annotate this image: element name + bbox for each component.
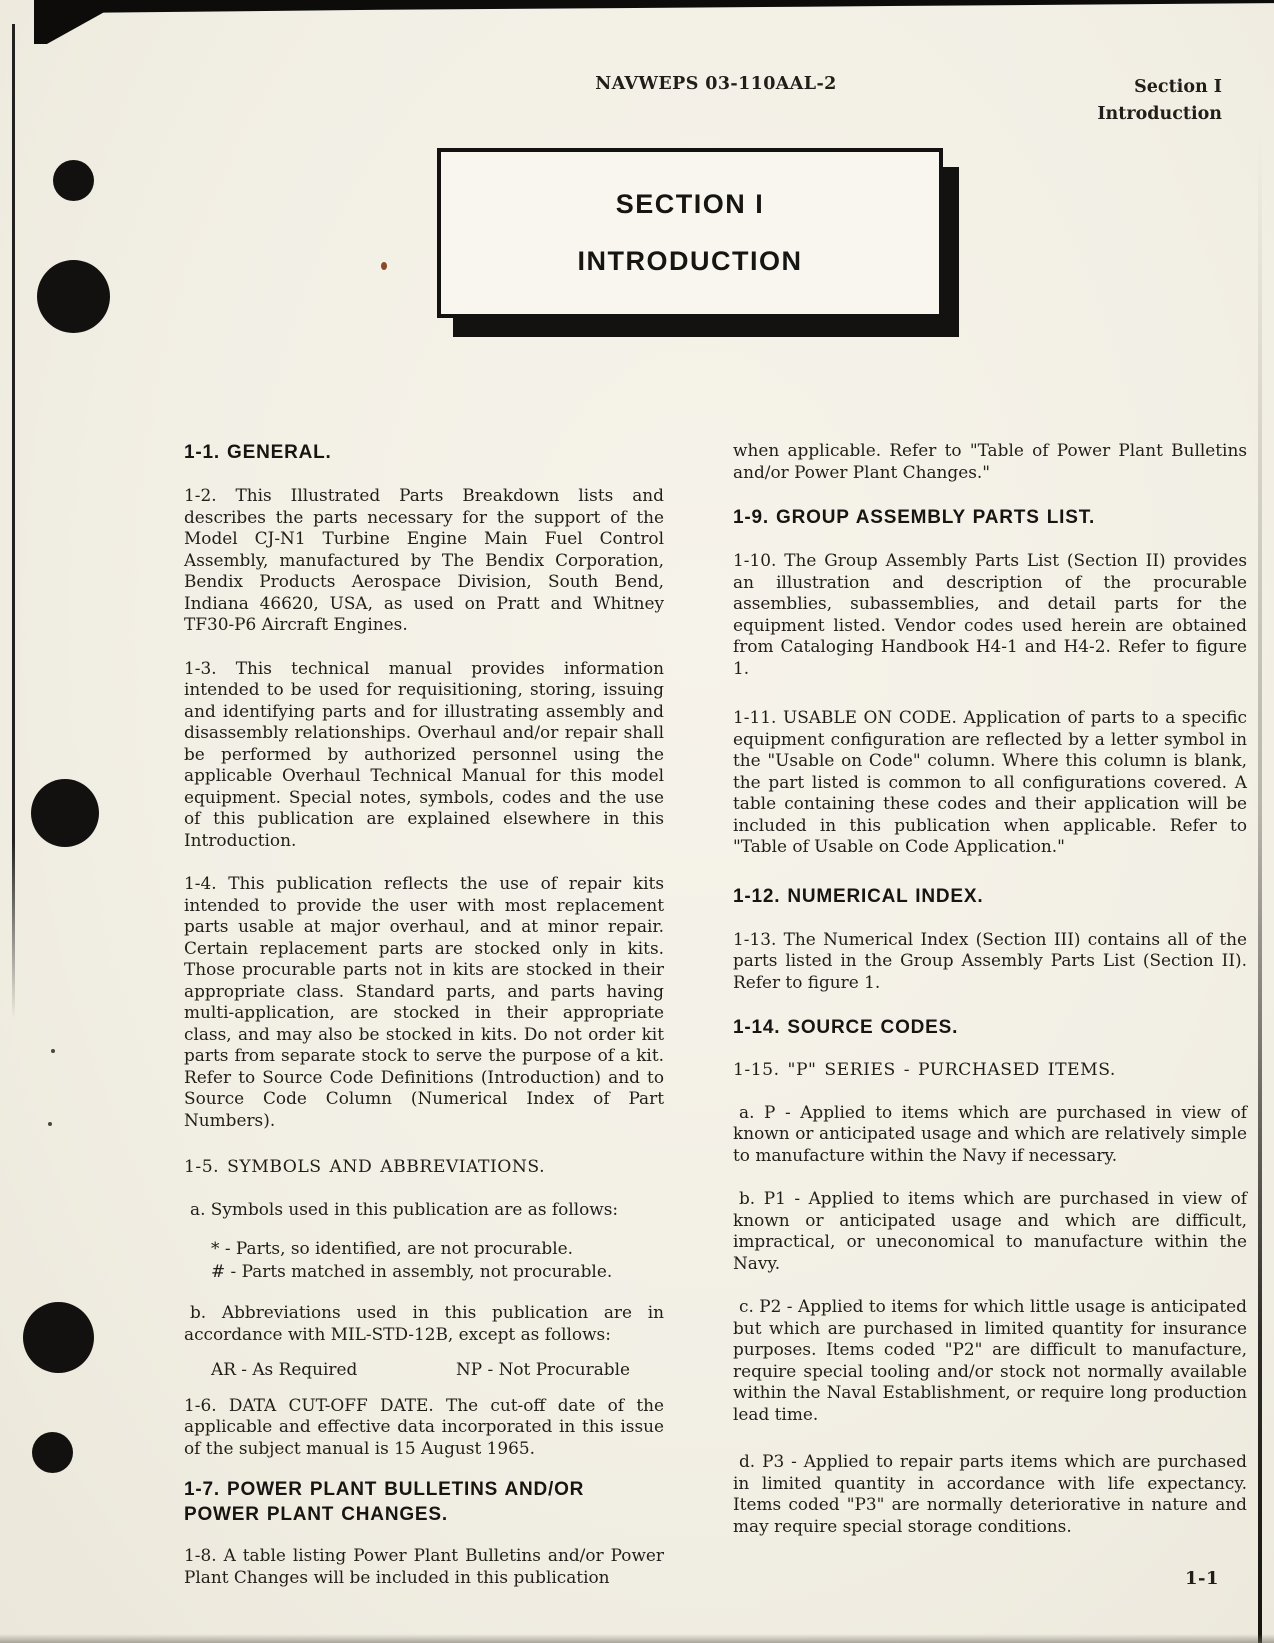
binder-hole-mark <box>53 160 94 201</box>
doc-number: NAVWEPS 03-110AAL-2 <box>595 74 837 94</box>
abbreviations-row <box>184 1359 664 1381</box>
binder-hole-mark <box>23 1302 94 1373</box>
para-symbols-intro: a. Symbols used in this publication are as follows: <box>190 1198 619 1219</box>
section-title-line2: INTRODUCTION <box>577 246 803 276</box>
para-1-3: 1-3. This technical manual provides information intended to be used for requisitioning, storing, issuing and identifying parts and for illustrating assembly and disassembly relationships. Overhaul and/or repair shall be performed by authorized personnel using the applicable Overhaul Technical Manual for this model equipment. Special notes, symbols, codes and the use of this publication are explained elsewhere in this Introduction. <box>184 657 664 850</box>
para-1-8-continued: when applicable. Refer to "Table of Power Plant Bulletins and/or Power Plant Changes." <box>733 440 1247 482</box>
scan-bottom-edge <box>0 1634 1274 1643</box>
heading-source-codes: 1-14. SOURCE CODES. <box>733 1017 959 1038</box>
heading-group-assembly-parts-list: 1-9. GROUP ASSEMBLY PARTS LIST. <box>733 507 1096 528</box>
scan-left-edge-line <box>12 24 15 1019</box>
scan-speck <box>48 1122 52 1126</box>
para-source-code-p3: d. P3 - Applied to repair parts items which are purchased in limited quantity in accordance with life expectancy. Items coded "P3" are normally deteriorative in nature and may require special storage conditions. <box>733 1451 1247 1536</box>
left-column <box>184 440 664 1588</box>
abbrev-ar: AR - As Required <box>211 1359 358 1379</box>
heading-power-plant-bulletins: 1-7. POWER PLANT BULLETINS AND/OR POWER PLANT CHANGES. <box>184 1479 585 1525</box>
page-number: 1-1 <box>1185 1568 1220 1589</box>
heading-p-series: 1-15. "P" SERIES - PURCHASED ITEMS. <box>733 1060 1116 1080</box>
section-sublabel: Introduction <box>1097 104 1222 124</box>
para-1-6: 1-6. DATA CUT-OFF DATE. The cut-off date of the applicable and effective data incorporated in this issue of the subject manual is 15 August 1965. <box>184 1394 664 1458</box>
heading-symbols-abbreviations: 1-5. SYMBOLS AND ABBREVIATIONS. <box>184 1157 546 1177</box>
binder-hole-mark <box>31 779 99 847</box>
heading-numerical-index: 1-12. NUMERICAL INDEX. <box>733 885 984 907</box>
scan-top-edge <box>36 0 1274 14</box>
scan-speck <box>51 1049 55 1053</box>
para-1-11: 1-11. USABLE ON CODE. Application of parts to a specific equipment configuration are reflected by a letter symbol in the "Usable on Code" column. Where this column is blank, the part listed is common to all configurations covered. A table containing these codes and their application will be included in this publication when applicable. Refer to "Table of Usable on Code Application." <box>733 707 1247 856</box>
scan-speck <box>381 262 387 270</box>
heading-general: 1-1. GENERAL. <box>184 442 332 463</box>
section-title-line1: SECTION I <box>615 189 765 219</box>
para-source-code-p1: b. P1 - Applied to items which are purchased in view of known or anticipated usage and which are difficult, impractical, or uneconomical to manufacture within the Navy. <box>733 1188 1247 1273</box>
para-1-8: 1-8. A table listing Power Plant Bulletins and/or Power Plant Changes will be included in this publication <box>184 1545 664 1587</box>
para-abbreviations: b. Abbreviations used in this publication are in accordance with MIL-STD-12B, except as follows: <box>184 1302 664 1344</box>
para-1-10: 1-10. The Group Assembly Parts List (Section II) provides an illustration and description of the procurable assemblies, subassemblies, and detail parts for the equipment listed. Vendor codes used herein are obtained from Cataloging Handbook H4-1 and H4-2. Refer to figure 1. <box>733 550 1247 678</box>
binder-hole-mark <box>37 260 110 333</box>
para-1-2: 1-2. This Illustrated Parts Breakdown lists and describes the parts necessary for the support of the Model CJ-N1 Turbine Engine Main Fuel Control Assembly, manufactured by The Bendix Corporation, Bendix Products Aerospace Division, South Bend, Indiana 46620, USA, as used on Pratt and Whitney TF30-P6 Aircraft Engines. <box>184 485 664 634</box>
para-source-code-p: a. P - Applied to items which are purchased in view of known or anticipated usage and which are relatively simple to manufacture within the Navy if necessary. <box>733 1101 1247 1165</box>
section-label: Section I <box>1134 77 1222 97</box>
symbol-hash-definition: # - Parts matched in assembly, not procurable. <box>211 1260 613 1281</box>
section-title-box <box>437 148 943 318</box>
scan-right-edge-line <box>1258 130 1262 1643</box>
right-column <box>733 440 1247 1537</box>
para-source-code-p2: c. P2 - Applied to items for which little usage is anticipated but which are purchased in limited quantity for insurance purposes. Items coded "P2" are difficult to manufacture, require special tooling and/or stock not normally available within the Naval Establishment, or require long production lead time. <box>733 1296 1247 1424</box>
abbrev-np: NP - Not Procurable <box>456 1359 630 1379</box>
binder-hole-mark <box>32 1432 73 1473</box>
scan-corner-shadow <box>34 0 126 44</box>
symbol-star-definition: * - Parts, so identified, are not procurable. <box>211 1238 573 1258</box>
para-1-4: 1-4. This publication reflects the use of repair kits intended to provide the user with most replacement parts usable at major overhaul, and at minor repair. Certain replacement parts are stocked only in kits. Those procurable parts not in kits are stocked in their appropriate class. Standard parts, and parts having multi-application, are stocked in their appropriate class, and may also be stocked in kits. Do not order kit parts from separate stock to serve the purpose of a kit. Refer to Source Code Definitions (Introduction) and to Source Code Column (Numerical Index of Part Numbers). <box>184 873 664 1130</box>
section-reference <box>990 74 1222 128</box>
para-1-13: 1-13. The Numerical Index (Section III) contains all of the parts listed in the Group Assembly Parts List (Section II). Refer to figure 1. <box>733 928 1247 992</box>
symbols-list <box>184 1238 664 1282</box>
